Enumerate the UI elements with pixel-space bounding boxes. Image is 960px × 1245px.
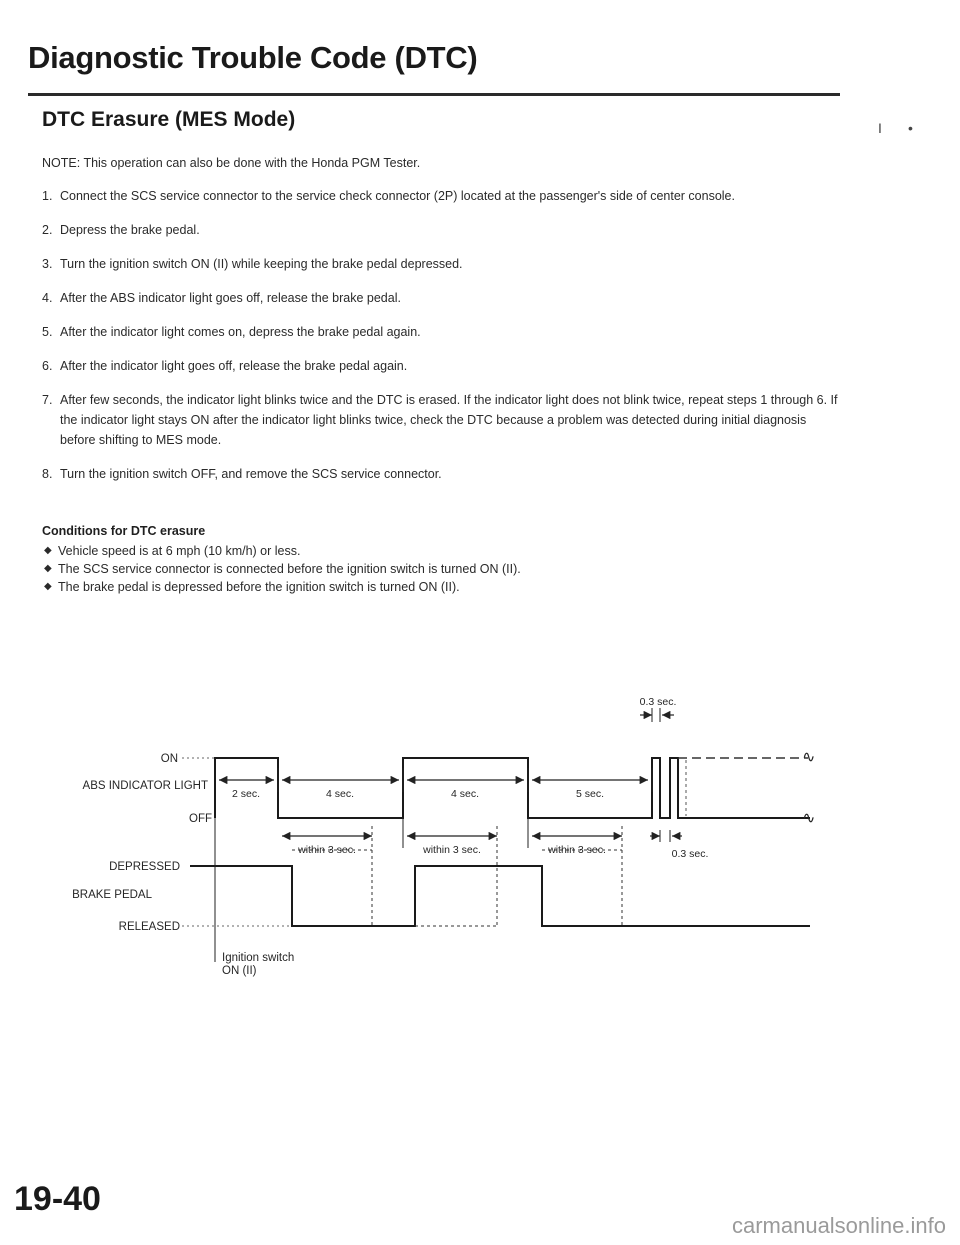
watermark: carmanualsonline.info	[731, 1213, 946, 1238]
step-number: 1.	[42, 189, 53, 203]
page-number: 19-40	[14, 1180, 101, 1218]
step-number: 4.	[42, 291, 53, 305]
timing-diagram	[0, 690, 960, 990]
bullet-icon: ◆	[44, 581, 52, 592]
step-text: Connect the SCS service connector to the service check connector (2P) located at the passenger's side of center console.	[60, 189, 735, 203]
step-item	[42, 356, 842, 376]
blink-on-duration-label: 0.3 sec.	[639, 696, 677, 708]
step-item	[42, 254, 842, 274]
ignition-label-2: ON (II)	[222, 965, 257, 977]
step-item	[42, 464, 842, 484]
margin-dot: •	[908, 120, 913, 136]
timing-label: 4 sec.	[450, 788, 480, 800]
note-text: NOTE: This operation can also be done with the Honda PGM Tester.	[42, 156, 421, 170]
step-number: 7.	[42, 393, 53, 407]
window-label: within 3 sec.	[298, 844, 356, 856]
abs-indicator-label: ABS INDICATOR LIGHT	[82, 780, 208, 792]
off-label: OFF	[189, 813, 212, 825]
step-number: 5.	[42, 325, 53, 339]
step-item	[42, 390, 842, 450]
brake-pedal-label: BRAKE PEDAL	[72, 889, 152, 901]
step-text: After few seconds, the indicator light blinks twice and the DTC is erased. If the indicator light does not blink twice, repeat steps 1 through 6. If the indicator light stays ON after the indicator light blinks twice, check the DTC because a problem was detected during initial diagnosis before shifting to MES mode.	[60, 393, 838, 447]
condition-item	[42, 543, 521, 559]
timing-label: 5 sec.	[575, 788, 605, 800]
window-label: within 3 sec.	[423, 844, 481, 856]
step-text: Depress the brake pedal.	[60, 223, 200, 237]
blink-off-duration-label: 0.3 sec.	[671, 848, 709, 860]
on-label: ON	[160, 753, 178, 765]
step-item	[42, 288, 842, 308]
conditions-title: Conditions for DTC erasure	[42, 524, 206, 538]
condition-text: The brake pedal is depressed before the ignition switch is turned ON (II).	[58, 580, 460, 594]
break-mark: ∿	[802, 749, 816, 766]
depressed-label: DEPRESSED	[109, 861, 180, 873]
step-text: After the ABS indicator light goes off, release the brake pedal.	[60, 291, 401, 305]
step-number: 3.	[42, 257, 53, 271]
step-number: 2.	[42, 223, 53, 237]
step-text: After the indicator light goes off, release the brake pedal again.	[60, 359, 408, 373]
timing-label: 2 sec.	[231, 788, 261, 800]
page-title: Diagnostic Trouble Code (DTC)	[28, 40, 478, 75]
brake-pedal-waveform	[190, 866, 810, 926]
procedure-steps	[42, 186, 842, 498]
conditions-list	[42, 543, 521, 597]
condition-text: The SCS service connector is connected before the ignition switch is turned ON (II).	[58, 562, 521, 576]
condition-text: Vehicle speed is at 6 mph (10 km/h) or less.	[58, 544, 301, 558]
margin-mark: I	[878, 120, 882, 136]
step-item	[42, 322, 842, 342]
condition-item	[42, 561, 521, 577]
step-item	[42, 220, 842, 240]
step-number: 6.	[42, 359, 53, 373]
timing-label: 4 sec.	[325, 788, 355, 800]
released-label: RELEASED	[118, 921, 180, 933]
condition-item	[42, 579, 521, 595]
break-mark: ∿	[802, 810, 816, 827]
step-number: 8.	[42, 467, 53, 481]
window-label: within 3 sec.	[548, 844, 606, 856]
step-text: Turn the ignition switch OFF, and remove the SCS service connector.	[60, 467, 442, 481]
bullet-icon: ◆	[44, 545, 52, 556]
abs-indicator-waveform	[215, 758, 810, 818]
section-title: DTC Erasure (MES Mode)	[42, 108, 296, 131]
ignition-label: Ignition switch	[222, 952, 295, 964]
step-text: After the indicator light comes on, depress the brake pedal again.	[60, 325, 421, 339]
step-text: Turn the ignition switch ON (II) while keeping the brake pedal depressed.	[60, 257, 463, 271]
title-rule	[28, 93, 840, 96]
bullet-icon: ◆	[44, 563, 52, 574]
step-item	[42, 186, 842, 206]
